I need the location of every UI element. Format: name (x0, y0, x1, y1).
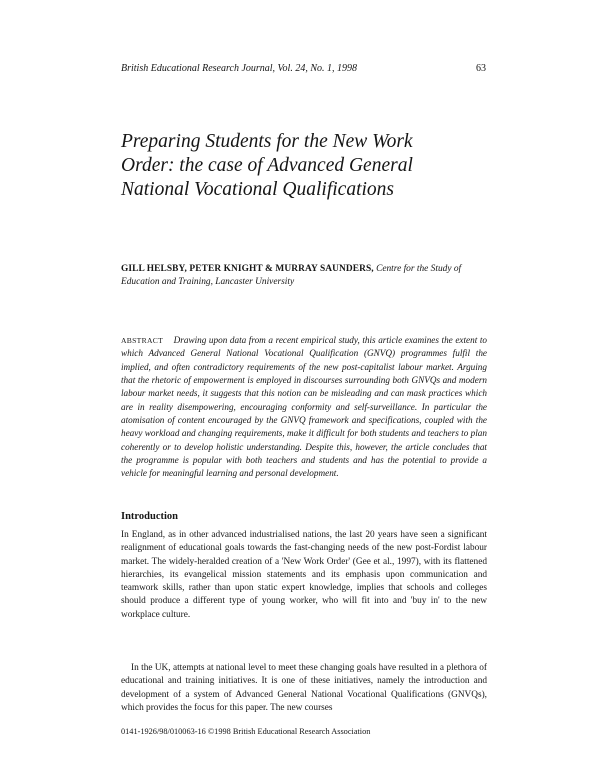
title-line-3: National Vocational Qualifications (121, 179, 394, 200)
article-title (121, 130, 451, 202)
introduction-paragraph-1: In England, as in other advanced industrialised nations, the last 20 years have seen a significant realignment of educational goals towards the fast-changing needs of the new post-Fordist labour market. The widely-heralded creation of a 'New Work Order' (Gee et al., 1997), with its flattened hierarchies, its evangelical mission statements and its emphasis upon communication and teamwork skills, rather than upon static expert knowledge, implies that schools and colleges should produce a different type of young worker, who will fit into and 'buy in' to the new workplace culture. (121, 530, 487, 620)
running-header (121, 63, 486, 74)
abstract-text: Drawing upon data from a recent empirical study, this article examines the extent to which Advanced General National Vocational Qualification (GNVQ) programmes fulfil the implied, and often contradictory requirements of the new post-capitalist labour market. Arguing that the rhetoric of empowerment is employed in discourses surrounding both GNVQs and modern labour market needs, it suggests that this notion can be misleading and can mask practices which are in reality disempowering, encouraging conformity and self-surveillance. In particular the atomisation of content encouraged by the GNVQ framework and specifications, coupled with the heavy workload and changing requirements, make it difficult for both students and teachers to plan coherently or to develop holistic understanding. Despite this, however, the article concludes that the programme is popular with both teachers and students and has the potential to provide a vehicle for meaningful learning and personal development. (121, 335, 488, 479)
author-affiliation: Centre for the Study of Education and Training, Lancaster University (121, 264, 462, 288)
abstract (121, 334, 487, 481)
title-line-1: Preparing Students for the New Work (121, 131, 413, 152)
page-number: 63 (476, 63, 486, 74)
copyright-footer: 0141-1926/98/010063-16 ©1998 British Educational Research Association (121, 727, 371, 736)
title-line-2: Order: the case of Advanced General (121, 155, 413, 176)
author-block (121, 263, 491, 290)
introduction-paragraph-2: In the UK, attempts at national level to meet these changing goals have resulted in a plethora of educational and training initiatives. It is one of these initiatives, namely the introduction and development of a system of Advanced General National Vocational Qualifications (GNVQs), which provides the focus for this paper. The new courses (121, 663, 487, 713)
author-names: GILL HELSBY, PETER KNIGHT & MURRAY SAUNDERS, (121, 264, 374, 274)
abstract-label: ABSTRACT (121, 336, 164, 345)
introduction-heading: Introduction (121, 511, 178, 522)
journal-citation: British Educational Research Journal, Vol. 24, No. 1, 1998 (121, 63, 358, 74)
